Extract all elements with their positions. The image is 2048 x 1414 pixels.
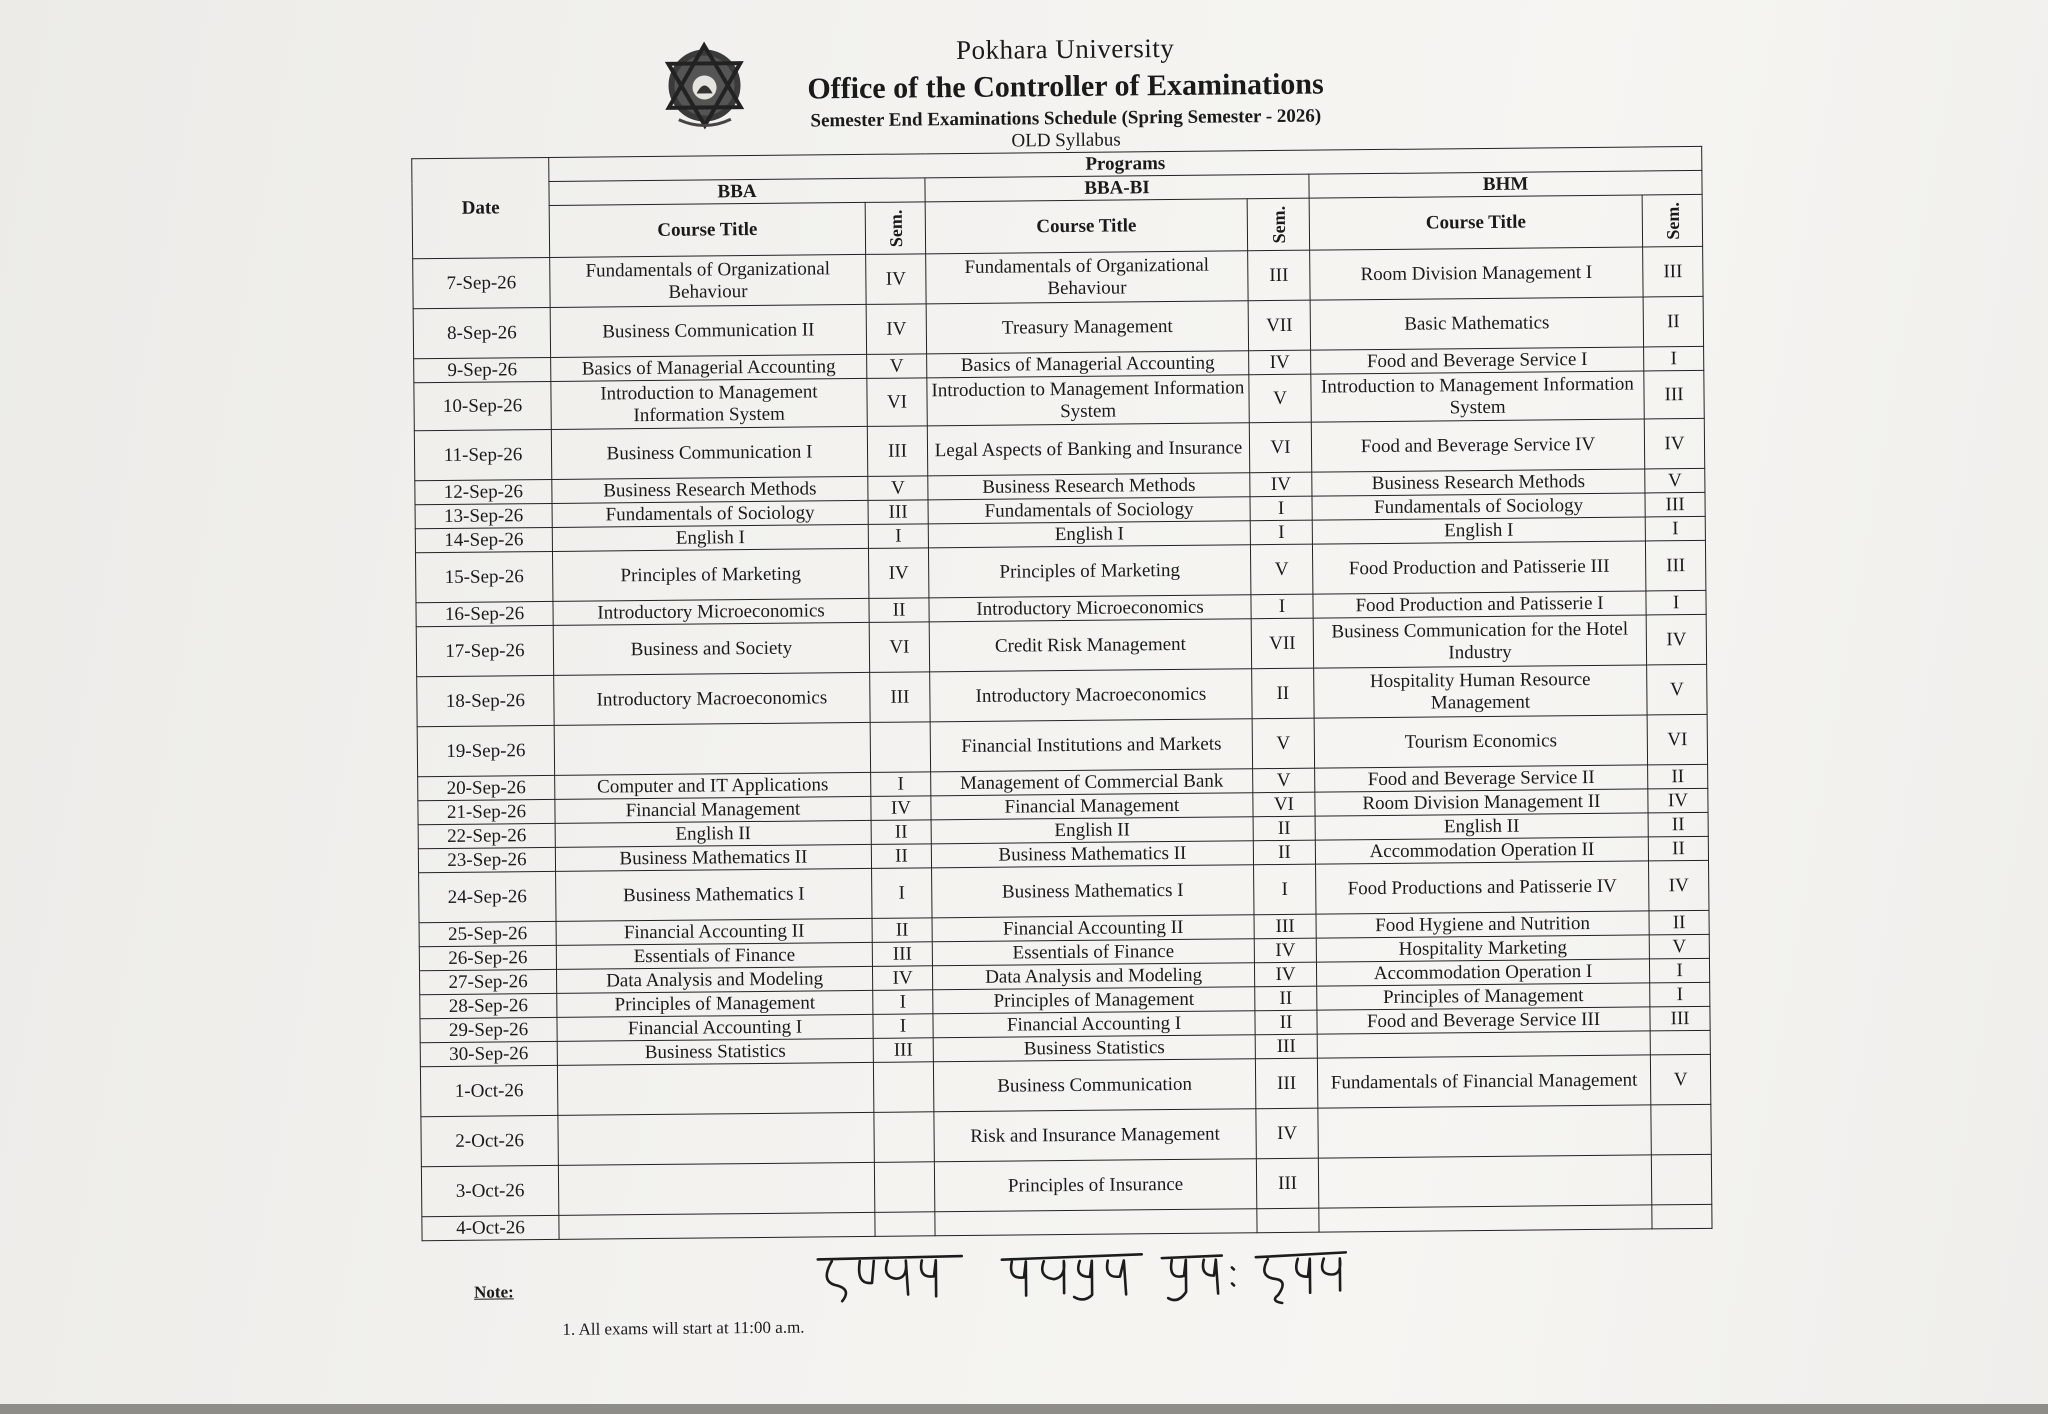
course-title-header: Course Title bbox=[1309, 195, 1642, 250]
bba-course-cell: Introduction to Management Information System bbox=[551, 378, 867, 429]
bba-sem-cell: III bbox=[873, 1038, 933, 1063]
bhm-sem-cell bbox=[1652, 1204, 1712, 1229]
date-cell: 18-Sep-26 bbox=[417, 675, 554, 726]
bhm-sem-cell: I bbox=[1646, 590, 1706, 615]
bhm-course-cell: Food Productions and Patisserie IV bbox=[1316, 861, 1649, 914]
schedule-title: Semester End Examinations Schedule (Spring Semester - 2026) bbox=[810, 105, 1322, 132]
bbabi-course-cell: Financial Accounting I bbox=[933, 1011, 1255, 1038]
bhm-sem-cell: V bbox=[1645, 468, 1705, 493]
bba-sem-cell: IV bbox=[866, 304, 926, 355]
bba-sem-cell: V bbox=[868, 476, 928, 501]
bbabi-course-cell: Basics of Managerial Accounting bbox=[927, 351, 1249, 378]
bhm-course-cell: Food Hygiene and Nutrition bbox=[1316, 911, 1649, 938]
bba-sem-cell bbox=[870, 722, 930, 773]
bhm-sem-cell: III bbox=[1645, 492, 1705, 517]
bba-course-cell: Financial Management bbox=[555, 796, 871, 823]
bbabi-course-cell: Legal Aspects of Banking and Insurance bbox=[927, 423, 1249, 476]
date-cell: 26-Sep-26 bbox=[419, 945, 556, 970]
bba-sem-cell: III bbox=[870, 672, 930, 723]
bhm-course-cell: Tourism Economics bbox=[1314, 715, 1647, 768]
bhm-course-cell: Fundamentals of Financial Management bbox=[1317, 1055, 1650, 1108]
bba-sem-cell: IV bbox=[872, 966, 932, 991]
bbabi-sem-cell: III bbox=[1256, 1158, 1318, 1209]
date-cell: 28-Sep-26 bbox=[420, 993, 557, 1018]
bhm-sem-cell: IV bbox=[1648, 788, 1708, 813]
bbabi-course-cell: Fundamentals of Sociology bbox=[928, 497, 1250, 524]
date-cell: 25-Sep-26 bbox=[419, 921, 556, 946]
bbabi-course-cell: Introductory Microeconomics bbox=[929, 595, 1251, 622]
bbabi-sem-cell: V bbox=[1253, 768, 1315, 793]
bba-course-cell: Basics of Managerial Accounting bbox=[551, 354, 867, 381]
bhm-course-cell: Food and Beverage Service IV bbox=[1311, 419, 1644, 472]
bbabi-course-cell: Introductory Macroeconomics bbox=[930, 669, 1252, 722]
bba-sem-cell bbox=[873, 1062, 933, 1113]
bba-course-cell: Business Mathematics II bbox=[555, 844, 871, 871]
bhm-course-cell bbox=[1319, 1205, 1652, 1232]
date-cell: 24-Sep-26 bbox=[419, 871, 556, 922]
programs-header: Programs bbox=[549, 146, 1702, 181]
sem-header bbox=[1642, 194, 1703, 247]
bbabi-course-cell: Data Analysis and Modeling bbox=[932, 963, 1254, 990]
bhm-course-cell: Room Division Management II bbox=[1315, 789, 1648, 816]
schedule-body bbox=[413, 246, 1712, 1240]
bhm-course-cell: Food Production and Patisserie III bbox=[1312, 541, 1645, 594]
bba-sem-cell: I bbox=[872, 868, 932, 919]
bba-course-cell: Business Mathematics I bbox=[556, 868, 872, 921]
bbabi-sem-cell: VI bbox=[1253, 792, 1315, 817]
bhm-sem-cell: I bbox=[1645, 516, 1705, 541]
date-cell: 23-Sep-26 bbox=[418, 847, 555, 872]
bbabi-sem-cell: I bbox=[1250, 520, 1312, 545]
bba-sem-cell: II bbox=[869, 598, 929, 623]
bhm-sem-cell: II bbox=[1643, 296, 1704, 347]
date-cell: 21-Sep-26 bbox=[418, 799, 555, 824]
date-cell: 1-Oct-26 bbox=[420, 1065, 557, 1116]
bba-sem-cell bbox=[874, 1112, 934, 1163]
university-name: Pokhara University bbox=[955, 32, 1175, 66]
bhm-sem-cell: IV bbox=[1644, 418, 1705, 469]
document-header bbox=[400, 24, 1731, 157]
bba-sem-cell: V bbox=[867, 354, 927, 379]
bhm-course-cell: Food and Beverage Service III bbox=[1317, 1007, 1650, 1034]
date-cell: 16-Sep-26 bbox=[416, 601, 553, 626]
sem-header bbox=[1247, 198, 1309, 251]
bba-sem-cell: IV bbox=[871, 796, 931, 821]
bhm-course-cell: Food and Beverage Service I bbox=[1311, 347, 1644, 374]
bbabi-course-cell: Business Mathematics I bbox=[932, 865, 1254, 918]
bhm-course-cell: Business Communication for the Hotel Industry bbox=[1313, 615, 1646, 668]
bbabi-sem-cell: III bbox=[1255, 1058, 1317, 1109]
bhm-sem-cell: V bbox=[1650, 1054, 1711, 1105]
bbabi-sem-cell: V bbox=[1249, 374, 1311, 423]
bba-sem-cell: I bbox=[871, 772, 931, 797]
bbabi-sem-cell: V bbox=[1250, 544, 1312, 595]
bba-course-cell: Data Analysis and Modeling bbox=[556, 966, 872, 993]
date-cell: 8-Sep-26 bbox=[413, 307, 550, 358]
date-cell: 13-Sep-26 bbox=[415, 503, 552, 528]
bbabi-sem-cell: I bbox=[1251, 594, 1313, 619]
bbabi-sem-cell: II bbox=[1252, 668, 1314, 719]
bba-course-cell: Business and Society bbox=[553, 622, 869, 675]
bba-course-cell: Computer and IT Applications bbox=[555, 772, 871, 799]
bba-sem-cell bbox=[874, 1162, 934, 1213]
bbabi-sem-cell: IV bbox=[1254, 938, 1316, 963]
bhm-sem-cell: I bbox=[1644, 346, 1704, 371]
bba-course-cell: Fundamentals of Sociology bbox=[552, 500, 868, 527]
bbabi-course-cell: Management of Commercial Bank bbox=[931, 769, 1253, 796]
date-cell: 2-Oct-26 bbox=[421, 1115, 558, 1166]
bbabi-course-cell: Essentials of Finance bbox=[932, 939, 1254, 966]
bbabi-course-cell: Introduction to Management Information System bbox=[927, 375, 1249, 426]
bhm-sem-cell: IV bbox=[1646, 614, 1707, 665]
bbabi-sem-cell: IV bbox=[1249, 350, 1311, 375]
bhm-sem-cell: II bbox=[1649, 910, 1709, 935]
bbabi-sem-cell: V bbox=[1252, 718, 1314, 769]
bhm-sem-cell: IV bbox=[1649, 860, 1710, 911]
bba-sem-cell: VI bbox=[869, 622, 929, 673]
date-cell: 9-Sep-26 bbox=[414, 357, 551, 382]
bhm-sem-cell: II bbox=[1648, 836, 1708, 861]
bba-sem-cell: III bbox=[872, 942, 932, 967]
bba-course-cell: Business Statistics bbox=[557, 1038, 873, 1065]
bba-course-cell: Business Communication II bbox=[550, 304, 866, 357]
bba-sem-cell: IV bbox=[868, 548, 928, 599]
course-title-header: Course Title bbox=[925, 199, 1247, 254]
date-cell: 29-Sep-26 bbox=[420, 1017, 557, 1042]
bbabi-course-cell: Financial Accounting II bbox=[932, 915, 1254, 942]
bhm-sem-cell: III bbox=[1643, 246, 1704, 297]
bba-sem-cell: IV bbox=[866, 254, 926, 305]
bba-course-cell: Business Communication I bbox=[551, 426, 867, 479]
course-title-header: Course Title bbox=[549, 202, 865, 257]
date-cell: 11-Sep-26 bbox=[414, 429, 551, 480]
bbabi-course-cell: Credit Risk Management bbox=[929, 619, 1251, 672]
date-cell: 3-Oct-26 bbox=[421, 1165, 558, 1216]
bba-sem-cell: II bbox=[872, 918, 932, 943]
bhm-course-cell: English I bbox=[1312, 517, 1645, 544]
date-cell: 12-Sep-26 bbox=[415, 479, 552, 504]
page-shadow bbox=[0, 1404, 2048, 1414]
bhm-sem-cell: III bbox=[1650, 1006, 1710, 1031]
bbabi-course-cell: Business Research Methods bbox=[928, 473, 1250, 500]
bbabi-sem-cell: II bbox=[1255, 986, 1317, 1011]
bhm-course-cell: Food Production and Patisserie I bbox=[1313, 591, 1646, 618]
bba-sem-cell: I bbox=[868, 524, 928, 549]
bhm-course-cell: Accommodation Operation I bbox=[1316, 959, 1649, 986]
bbabi-course-cell: Financial Management bbox=[931, 793, 1253, 820]
bba-course-cell: Essentials of Finance bbox=[556, 942, 872, 969]
bbabi-course-cell: Business Mathematics II bbox=[931, 841, 1253, 868]
date-cell: 14-Sep-26 bbox=[415, 527, 552, 552]
bbabi-sem-cell: VII bbox=[1251, 618, 1313, 669]
bhm-sem-cell: III bbox=[1645, 540, 1706, 591]
bbabi-sem-cell: I bbox=[1250, 496, 1312, 521]
bba-course-cell bbox=[558, 1162, 874, 1215]
bhm-course-cell: Hospitality Marketing bbox=[1316, 935, 1649, 962]
bhm-course-cell: English II bbox=[1315, 813, 1648, 840]
bba-course-cell: Financial Accounting I bbox=[557, 1014, 873, 1041]
bba-course-cell bbox=[558, 1112, 874, 1165]
bba-course-cell: Fundamentals of Organizational Behaviour bbox=[550, 254, 866, 307]
bbabi-course-cell: Business Communication bbox=[933, 1059, 1255, 1112]
bbabi-sem-cell: VII bbox=[1248, 300, 1310, 351]
bhm-sem-cell: VI bbox=[1647, 714, 1708, 765]
date-cell: 4-Oct-26 bbox=[422, 1215, 559, 1240]
bbabi-course-cell: English II bbox=[931, 817, 1253, 844]
note-label: Note: bbox=[473, 1282, 514, 1302]
bhm-sem-cell: III bbox=[1644, 370, 1705, 419]
bhm-course-cell: Room Division Management I bbox=[1310, 247, 1643, 300]
exam-schedule-table bbox=[411, 146, 1712, 1241]
bbabi-sem-cell: III bbox=[1248, 250, 1310, 301]
date-cell: 20-Sep-26 bbox=[418, 775, 555, 800]
bbabi-course-cell: English I bbox=[928, 521, 1250, 548]
date-cell: 17-Sep-26 bbox=[416, 625, 553, 676]
date-cell: 15-Sep-26 bbox=[415, 551, 552, 602]
bbabi-sem-cell: VI bbox=[1249, 422, 1311, 473]
date-cell: 19-Sep-26 bbox=[417, 725, 554, 776]
sem-header-label: Sem. bbox=[1268, 205, 1289, 244]
bba-sem-cell: I bbox=[873, 1014, 933, 1039]
bba-course-cell: Financial Accounting II bbox=[556, 918, 872, 945]
bhm-course-cell bbox=[1318, 1155, 1651, 1208]
bhm-course-cell: Basic Mathematics bbox=[1310, 297, 1643, 350]
bba-course-cell: English II bbox=[555, 820, 871, 847]
bhm-course-cell bbox=[1317, 1031, 1650, 1058]
bhm-sem-cell: V bbox=[1647, 664, 1708, 715]
bbabi-sem-cell: II bbox=[1255, 1010, 1317, 1035]
bhm-course-cell: Introduction to Management Information System bbox=[1311, 371, 1644, 422]
bba-sem-cell: I bbox=[873, 990, 933, 1015]
bhm-sem-cell bbox=[1651, 1154, 1712, 1205]
bhm-sem-cell: II bbox=[1648, 764, 1708, 789]
bhm-course-cell: Accommodation Operation II bbox=[1315, 837, 1648, 864]
bhm-course-cell bbox=[1318, 1105, 1651, 1158]
bbabi-course-cell: Business Statistics bbox=[933, 1035, 1255, 1062]
bhm-sem-cell: V bbox=[1649, 934, 1709, 959]
bhm-course-cell: Fundamentals of Sociology bbox=[1312, 493, 1645, 520]
notes-section bbox=[412, 1229, 1743, 1342]
bba-course-cell: Introductory Microeconomics bbox=[553, 598, 869, 625]
bba-course-cell bbox=[559, 1212, 875, 1239]
bba-sem-cell bbox=[875, 1212, 935, 1237]
bbabi-sem-cell: II bbox=[1253, 816, 1315, 841]
bbabi-sem-cell bbox=[1257, 1208, 1319, 1233]
bba-course-cell bbox=[557, 1062, 873, 1115]
date-cell: 30-Sep-26 bbox=[420, 1041, 557, 1066]
sem-header bbox=[865, 202, 925, 255]
bba-sem-cell: III bbox=[868, 500, 928, 525]
bba-sem-cell: III bbox=[867, 426, 927, 477]
handwritten-annotation bbox=[812, 1240, 1353, 1315]
bba-sem-cell: II bbox=[871, 844, 931, 869]
document bbox=[400, 24, 1742, 1342]
note-item: 1. All exams will start at 11:00 a.m. bbox=[562, 1317, 805, 1339]
bhm-course-cell: Hospitality Human Resource Management bbox=[1314, 665, 1647, 718]
bbabi-sem-cell: I bbox=[1254, 864, 1316, 915]
sem-header-label: Sem. bbox=[1662, 201, 1683, 240]
bbabi-course-cell: Principles of Management bbox=[933, 987, 1255, 1014]
date-cell: 22-Sep-26 bbox=[418, 823, 555, 848]
syllabus-label: OLD Syllabus bbox=[1011, 129, 1121, 152]
date-cell: 10-Sep-26 bbox=[414, 381, 551, 430]
bbabi-course-cell: Risk and Insurance Management bbox=[934, 1109, 1256, 1162]
bba-course-cell: Principles of Marketing bbox=[552, 548, 868, 601]
bbabi-course-cell: Financial Institutions and Markets bbox=[930, 719, 1252, 772]
program-header-bba: BBA bbox=[549, 178, 925, 206]
office-title: Office of the Controller of Examinations bbox=[807, 67, 1324, 106]
bbabi-course-cell bbox=[935, 1209, 1257, 1236]
date-header: Date bbox=[412, 157, 550, 258]
bba-sem-cell: VI bbox=[867, 378, 927, 427]
bbabi-course-cell: Fundamentals of Organizational Behaviour bbox=[926, 251, 1248, 304]
program-header-bhm: BHM bbox=[1309, 170, 1702, 198]
sem-header-label: Sem. bbox=[885, 209, 906, 247]
bbabi-course-cell: Principles of Marketing bbox=[928, 545, 1250, 598]
bbabi-sem-cell: IV bbox=[1250, 472, 1312, 497]
bhm-sem-cell bbox=[1651, 1104, 1712, 1155]
bhm-sem-cell bbox=[1650, 1030, 1710, 1055]
bbabi-sem-cell: IV bbox=[1256, 1108, 1318, 1159]
bbabi-course-cell: Treasury Management bbox=[926, 301, 1248, 354]
bhm-sem-cell: I bbox=[1650, 982, 1710, 1007]
bhm-course-cell: Food and Beverage Service II bbox=[1315, 765, 1648, 792]
bbabi-sem-cell: III bbox=[1254, 914, 1316, 939]
bba-course-cell: Principles of Management bbox=[557, 990, 873, 1017]
program-header-bbabi: BBA-BI bbox=[925, 174, 1309, 202]
bbabi-sem-cell: II bbox=[1253, 840, 1315, 865]
date-cell: 27-Sep-26 bbox=[420, 969, 557, 994]
bhm-course-cell: Business Research Methods bbox=[1312, 469, 1645, 496]
bbabi-course-cell: Principles of Insurance bbox=[934, 1159, 1256, 1212]
date-cell: 7-Sep-26 bbox=[413, 257, 550, 308]
bbabi-sem-cell: IV bbox=[1254, 962, 1316, 987]
bhm-sem-cell: II bbox=[1648, 812, 1708, 837]
bba-course-cell: English I bbox=[552, 524, 868, 551]
bba-sem-cell: II bbox=[871, 820, 931, 845]
bhm-course-cell: Principles of Management bbox=[1317, 983, 1650, 1010]
bba-course-cell bbox=[554, 722, 870, 775]
bba-course-cell: Introductory Macroeconomics bbox=[554, 672, 870, 725]
bbabi-sem-cell: III bbox=[1255, 1034, 1317, 1059]
bba-course-cell: Business Research Methods bbox=[552, 476, 868, 503]
bhm-sem-cell: I bbox=[1649, 958, 1709, 983]
